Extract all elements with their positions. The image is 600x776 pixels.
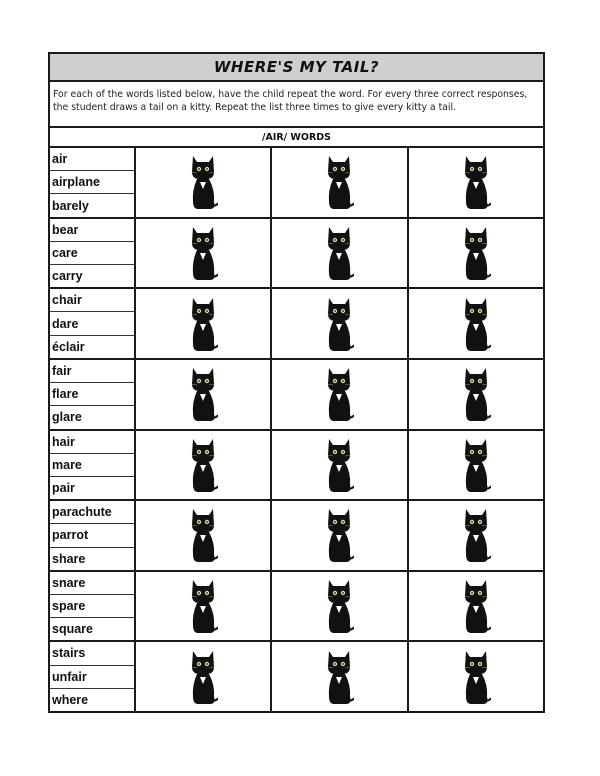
kitty-cell[interactable] — [272, 572, 408, 641]
kitty-cell[interactable] — [409, 219, 543, 288]
word-group-row — [50, 219, 543, 290]
word-group-row — [50, 431, 543, 502]
word-item: square — [52, 622, 93, 637]
black-cat-icon — [188, 576, 218, 636]
black-cat-icon — [188, 294, 218, 354]
word-list — [50, 501, 136, 570]
black-cat-icon — [461, 435, 491, 495]
word-item: parrot — [50, 524, 134, 547]
word-group-row — [50, 148, 543, 219]
black-cat-icon — [461, 576, 491, 636]
word-item: parachute — [50, 501, 134, 524]
word-group-row — [50, 642, 543, 711]
kitty-cell[interactable] — [272, 289, 408, 358]
kitty-cell[interactable] — [136, 219, 272, 288]
word-list-heading: /AIR/ WORDS — [50, 128, 543, 148]
word-item: chair — [50, 289, 134, 312]
black-cat-icon — [461, 294, 491, 354]
word-group-row — [50, 572, 543, 643]
black-cat-icon — [324, 294, 354, 354]
kitty-cell[interactable] — [272, 431, 408, 500]
black-cat-icon — [188, 152, 218, 212]
black-cat-icon — [461, 505, 491, 565]
black-cat-icon — [324, 152, 354, 212]
word-list — [50, 289, 136, 358]
black-cat-icon — [188, 435, 218, 495]
word-list — [50, 572, 136, 641]
black-cat-icon — [461, 223, 491, 283]
black-cat-icon — [324, 505, 354, 565]
word-item: bear — [50, 219, 134, 242]
kitty-cell[interactable] — [272, 642, 408, 711]
black-cat-icon — [188, 647, 218, 707]
word-list — [50, 148, 136, 217]
black-cat-icon — [461, 152, 491, 212]
black-cat-icon — [461, 364, 491, 424]
worksheet — [48, 52, 545, 713]
word-item: flare — [50, 383, 134, 406]
word-item: mare — [50, 454, 134, 477]
black-cat-icon — [324, 435, 354, 495]
word-item: glare — [52, 410, 82, 425]
word-item: éclair — [52, 339, 85, 354]
kitty-cell[interactable] — [409, 289, 543, 358]
kitty-cell[interactable] — [136, 642, 272, 711]
black-cat-icon — [324, 576, 354, 636]
kitty-cell[interactable] — [409, 501, 543, 570]
kitty-cell[interactable] — [272, 219, 408, 288]
word-item: where — [52, 692, 89, 707]
word-item: pair — [52, 481, 75, 495]
word-list — [50, 360, 136, 429]
word-item: share — [52, 551, 86, 566]
kitty-cell[interactable] — [272, 148, 408, 217]
word-list — [50, 431, 136, 500]
word-list — [50, 642, 136, 711]
word-item: fair — [50, 360, 134, 383]
kitty-cell[interactable] — [409, 572, 543, 641]
word-item: barely — [52, 198, 89, 213]
word-item: air — [50, 148, 134, 171]
kitty-cell[interactable] — [136, 360, 272, 429]
kitty-cell[interactable] — [409, 431, 543, 500]
kitty-cell[interactable] — [272, 501, 408, 570]
black-cat-icon — [188, 223, 218, 283]
word-item: stairs — [50, 642, 134, 665]
word-item: snare — [50, 572, 134, 595]
word-group-row — [50, 289, 543, 360]
word-group-row — [50, 501, 543, 572]
word-item: airplane — [50, 171, 134, 194]
word-item: care — [50, 242, 134, 265]
kitty-cell[interactable] — [409, 148, 543, 217]
word-group-row — [50, 360, 543, 431]
kitty-cell[interactable] — [136, 289, 272, 358]
kitty-cell[interactable] — [136, 501, 272, 570]
word-item: spare — [50, 595, 134, 618]
black-cat-icon — [461, 647, 491, 707]
kitty-cell[interactable] — [409, 642, 543, 711]
word-item: unfair — [50, 666, 134, 689]
word-item: dare — [50, 312, 134, 335]
worksheet-title: WHERE'S MY TAIL? — [50, 54, 543, 82]
instructions: For each of the words listed below, have the child repeat the word. For every three correct responses, the student draws a tail on a kitty. Repeat the list three times to give every kitty a tail. — [50, 82, 543, 128]
kitty-cell[interactable] — [272, 360, 408, 429]
kitty-cell[interactable] — [136, 572, 272, 641]
black-cat-icon — [324, 223, 354, 283]
black-cat-icon — [188, 505, 218, 565]
word-item: carry — [52, 269, 83, 284]
black-cat-icon — [324, 647, 354, 707]
kitty-cell[interactable] — [136, 148, 272, 217]
black-cat-icon — [324, 364, 354, 424]
kitty-cell[interactable] — [409, 360, 543, 429]
word-list — [50, 219, 136, 288]
word-item: hair — [50, 431, 134, 454]
word-groups — [50, 148, 543, 711]
black-cat-icon — [188, 364, 218, 424]
kitty-cell[interactable] — [136, 431, 272, 500]
